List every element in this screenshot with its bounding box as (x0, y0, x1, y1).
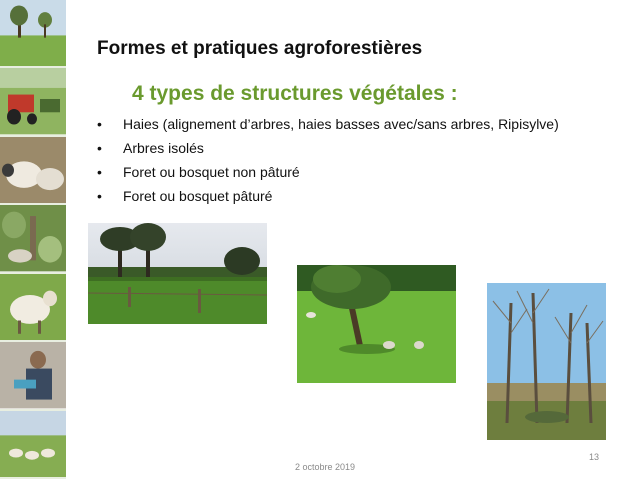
list-item (97, 184, 559, 208)
bullet-marker: • (97, 140, 102, 156)
strip-photo-trees-field (0, 0, 66, 68)
slide-date: 2 octobre 2019 (295, 462, 356, 472)
photo-strip (0, 0, 66, 479)
bullet-text: Foret ou bosquet non pâturé (123, 164, 300, 180)
strip-photo-sheep (0, 137, 66, 205)
list-item (97, 112, 559, 136)
list-item (97, 160, 559, 184)
bullet-marker: • (97, 116, 102, 132)
bullet-marker: • (97, 188, 102, 204)
photo-hedge (88, 223, 267, 324)
bullet-text: Foret ou bosquet pâturé (123, 188, 273, 204)
page-number: 13 (589, 452, 600, 462)
list-item (97, 136, 559, 160)
bullet-text: Arbres isolés (123, 140, 204, 156)
strip-photo-vegetation (0, 205, 66, 273)
strip-photo-tractor (0, 68, 66, 136)
slide-subtitle: 4 types de structures végétales : (132, 82, 458, 105)
bullet-list (97, 112, 559, 208)
photo-isolated-tree (297, 265, 456, 383)
slide-title: Formes et pratiques agroforestières (97, 38, 423, 59)
strip-photo-farmer (0, 342, 66, 410)
bullet-text: Haies (alignement d’arbres, haies basses avec/sans arbres, Ripisylve) (123, 116, 559, 132)
strip-photo-lamb (0, 274, 66, 342)
photo-woodland (487, 283, 606, 440)
strip-photo-flock (0, 411, 66, 479)
bullet-marker: • (97, 164, 102, 180)
